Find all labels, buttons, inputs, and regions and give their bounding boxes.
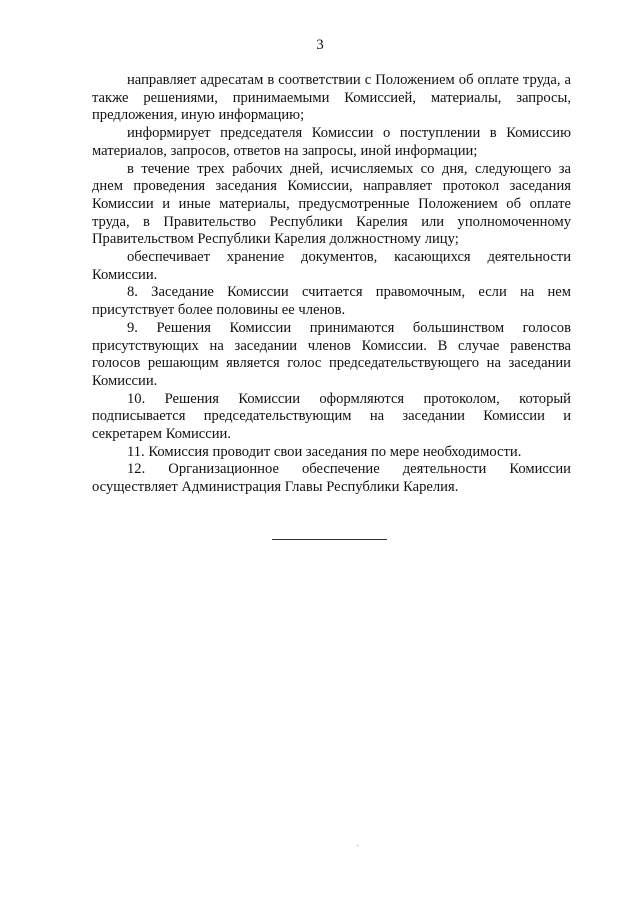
paragraph-send-protocol: в течение трех рабочих дней, исчисляемых со дня, следующего за днем проведения заседания Комиссии, направляет протокол заседания Комиссии и иные материалы, предусмотренные Положением об оплате труда, в Правительство Республики Карелия или уполномоченному Правительством Республики Карелия должностному лицу; xyxy=(92,160,571,248)
page-number: 3 xyxy=(316,37,324,53)
paragraph-item-10-protocol: 10. Решения Комиссии оформляются протоколом, который подписывается председательствующим на заседании Комиссии и секретарем Комиссии. xyxy=(92,390,571,443)
paragraph-document-storage: обеспечивает хранение документов, касающихся деятельности Комиссии. xyxy=(92,249,571,283)
paragraph-item-12-support: 12. Организационное обеспечение деятельности Комиссии осуществляет Администрация Главы Республики Карелия. xyxy=(92,461,571,496)
scan-speck xyxy=(357,845,358,846)
paragraph-item-11-meetings: 11. Комиссия проводит свои заседания по мере необходимости. xyxy=(127,443,522,460)
paragraph-item-8-quorum: 8. Заседание Комиссии считается правомочным, если на нем присутствует более половины ее членов. xyxy=(92,284,571,319)
paragraph-send-materials: направляет адресатам в соответствии с Положением об оплате труда, а также решениями, принимаемыми Комиссией, материалы, запросы, предложения, иную информацию; xyxy=(92,72,571,124)
document-body xyxy=(92,72,571,497)
end-divider-line xyxy=(272,539,387,540)
paragraph-inform-chairman: информирует председателя Комиссии о поступлении в Комиссию материалов, запросов, ответов на запросы, иной информации; xyxy=(92,125,571,159)
paragraph-item-9-decisions: 9. Решения Комиссии принимаются большинством голосов присутствующих на заседании членов Комиссии. В случае равенства голосов решающим является голос председательствующего на заседании Комиссии. xyxy=(92,319,571,389)
